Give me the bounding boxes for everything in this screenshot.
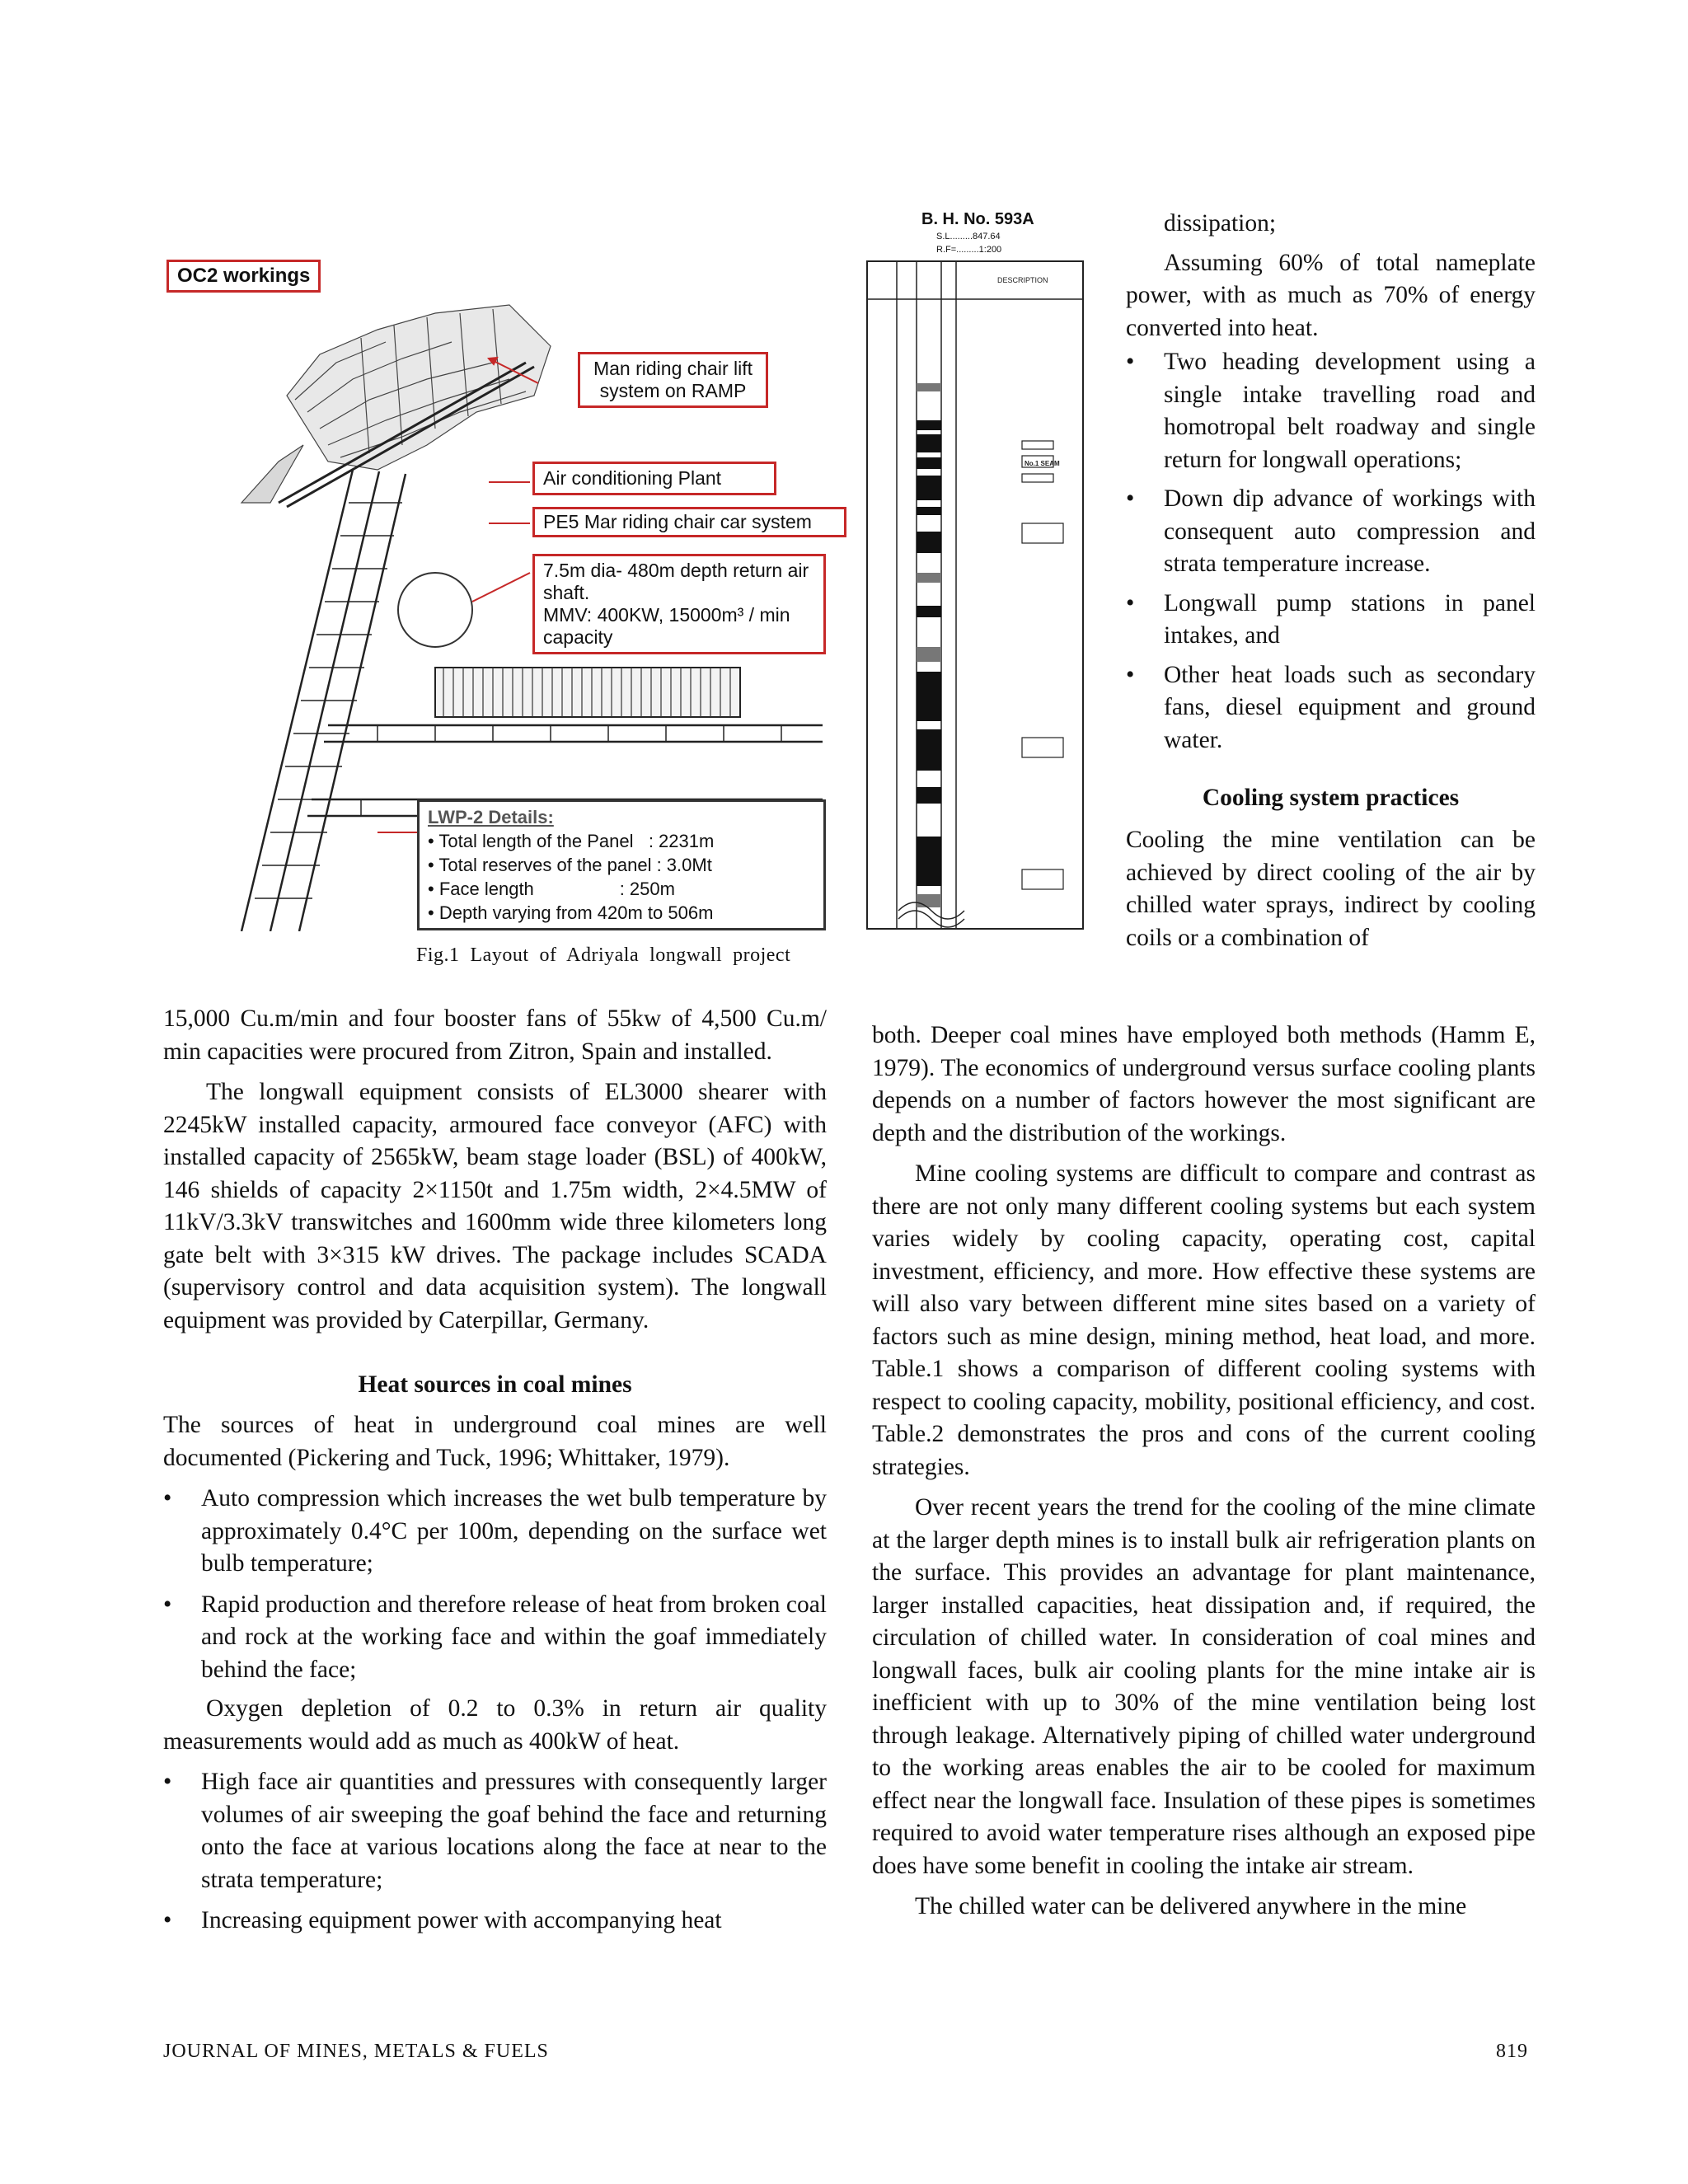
paragraph: Assuming 60% of total nameplate power, with as much as 70% of energy converted into heat.	[1126, 249, 1536, 341]
paragraph: The sources of heat in underground coal mines are well documented (Pickering and Tuck, 1996; Whittaker, 1979).	[163, 1412, 827, 1471]
paragraph: 15,000 Cu.m/min and four booster fans of 55kw of 4,500 Cu.m/ min capacities were procured from Zitron, Spain and installed.	[163, 1005, 827, 1065]
bullet-list	[163, 1483, 827, 1686]
paragraph: Mine cooling systems are difficult to compare and contrast as there are not only many different cooling systems but each system varies widely by cooling capacity, operating cost, capital investment, efficiency, and more. How effective these systems are will also vary between different mine sites based on a variety of factors such as mine design, mining method, heat load, and more. Table.1 shows a comparison of different cooling systems with respect to cooling capacity, mobility, positional efficiency, and cost. Table.2 demonstrates the pros and cons of the current cooling strategies.	[872, 1160, 1536, 1480]
borehole-rf: R.F=.........1:200	[936, 245, 1002, 255]
label-shaft-line1: 7.5m dia- 480m depth return air shaft.	[543, 560, 809, 603]
borehole-log-drawing	[865, 260, 1088, 944]
paragraph: The longwall equipment consists of EL3000 shearer with 2245kW installed capacity, armoured face conveyor (AFC) with installed capacity of 2565kW, beam stage loader (BSL) of 400kW, 146 shields of capacity 2×1150t and 1.75m width, 2×4.5MW of 11kV/3.3kV transwitches and 1600mm wide three kilometers long gate belt with 3×315 kW drives. The package includes SCADA (supervisory control and data acquisition system). The longwall equipment was provided by Caterpillar, Germany.	[163, 1079, 827, 1333]
list-item: • Other heat loads such as secondary fans, diesel equipment and ground water.	[1126, 659, 1536, 757]
label-aircon-plant	[532, 462, 776, 495]
footer-page-number: 819	[1496, 2041, 1528, 2062]
label-pe5-system	[532, 507, 846, 537]
footer-journal-name: JOURNAL OF MINES, METALS & FUELS	[163, 2041, 549, 2062]
bullet-list	[1126, 346, 1536, 757]
bullet-list	[163, 1766, 827, 1938]
bullet-icon: •	[163, 1485, 172, 1511]
label-shaft-line2: MMV: 400KW, 15000m³ / min capacity	[543, 604, 790, 648]
lwp2-item: • Face length : 250m	[428, 879, 675, 899]
right-column-upper	[1126, 208, 1536, 954]
list-item: • Auto compression which increases the wet bulb temperature by approximately 0.4°C per 100m, depending on the surface wet bulb temperature;	[163, 1483, 827, 1581]
label-pe5-text: PE5 Mar riding chair car system	[543, 511, 812, 532]
borehole-sl: S.L.........847.64	[936, 232, 1001, 241]
label-man-riding	[578, 352, 768, 408]
bullet-icon: •	[163, 1907, 172, 1933]
paragraph: both. Deeper coal mines have employed both methods (Hamm E, 1979). The economics of underground versus surface cooling plants depends on a number of factors however the most significant are depth and the distribution of the workings.	[872, 1022, 1536, 1146]
paragraph: The chilled water can be delivered anywhere in the mine	[915, 1893, 1467, 1919]
paragraph: Over recent years the trend for the cooling of the mine climate at the larger depth mines is to install bulk air refrigeration plants on the surface. This provides an advantage for plant maintenance, larger installed capacities, heat dissipation and, if required, the circulation of chilled water. In consideration of coal mines and longwall faces, bulk air cooling plants for the mine intake air is inefficient with up to 30% of the mine ventilation being lost through leakage. Alternatively piping of chilled water underground to the working areas enables the air to be cooled for maximum effect near the longwall face. Insulation of these pipes is sometimes required to avoid water temperature rises although an exposed pipe does have some benefit in cooling the intake air stream.	[872, 1494, 1536, 1879]
paragraph: Oxygen depletion of 0.2 to 0.3% in return air quality measurements would add as much as 400kW of heat.	[163, 1695, 827, 1755]
lwp2-title: LWP-2 Details:	[428, 807, 554, 827]
right-column-lower	[872, 1019, 1536, 1924]
bullet-icon: •	[163, 1769, 172, 1795]
bullet-icon: •	[163, 1591, 172, 1618]
section-heading: Cooling system practices	[1202, 785, 1460, 811]
bullet-icon: •	[1126, 589, 1135, 616]
bullet-icon: •	[1126, 661, 1135, 688]
paragraph: Cooling the mine ventilation can be achieved by direct cooling of the air by chilled water sprays, indirect by cooling coils or a combination of	[1126, 827, 1536, 951]
left-column	[163, 1003, 827, 1939]
label-oc2-workings	[166, 260, 321, 293]
bullet-icon: •	[1126, 485, 1135, 512]
figure-caption: Fig.1 Layout of Adriyala longwall project	[416, 944, 791, 966]
lwp2-item: • Depth varying from 420m to 506m	[428, 902, 714, 923]
paragraph-continuation: dissipation;	[1164, 210, 1277, 237]
list-item: • Down dip advance of workings with consequent auto compression and strata temperature increase.	[1126, 483, 1536, 581]
figure-layout-map	[163, 255, 827, 931]
section-heading: Heat sources in coal mines	[358, 1371, 632, 1398]
label-return-air-shaft	[532, 554, 826, 654]
list-item: • Two heading development using a single intake travelling road and homotropal belt roadway and single return for longwall operations;	[1126, 346, 1536, 476]
lwp2-item: • Total length of the Panel : 2231m	[428, 831, 715, 851]
label-lwp2-details	[417, 799, 826, 930]
label-oc2-text: OC2 workings	[177, 265, 311, 287]
list-item: • Increasing equipment power with accompanying heat	[163, 1905, 827, 1938]
list-item: • Rapid production and therefore release of heat from broken coal and rock at the working face and within the goaf immediately behind the face;	[163, 1589, 827, 1687]
borehole-seam-label: No.1 SEAM	[1025, 460, 1060, 467]
lwp2-item: • Total reserves of the panel : 3.0Mt	[428, 855, 712, 875]
label-aircon-text: Air conditioning Plant	[543, 467, 722, 489]
bullet-icon: •	[1126, 349, 1135, 375]
list-item: • High face air quantities and pressures with consequently larger volumes of air sweeping the goaf behind the face and returning onto the face at various locations along the face at near to the strata temperature;	[163, 1766, 827, 1896]
list-item: • Longwall pump stations in panel intakes, and	[1126, 588, 1536, 653]
borehole-title: B. H. No. 593A	[921, 210, 1034, 228]
label-man-riding-text: Man riding chair lift system on RAMP	[593, 358, 753, 401]
figure-borehole-log	[865, 210, 1088, 935]
borehole-desc-header: DESCRIPTION	[997, 276, 1048, 284]
